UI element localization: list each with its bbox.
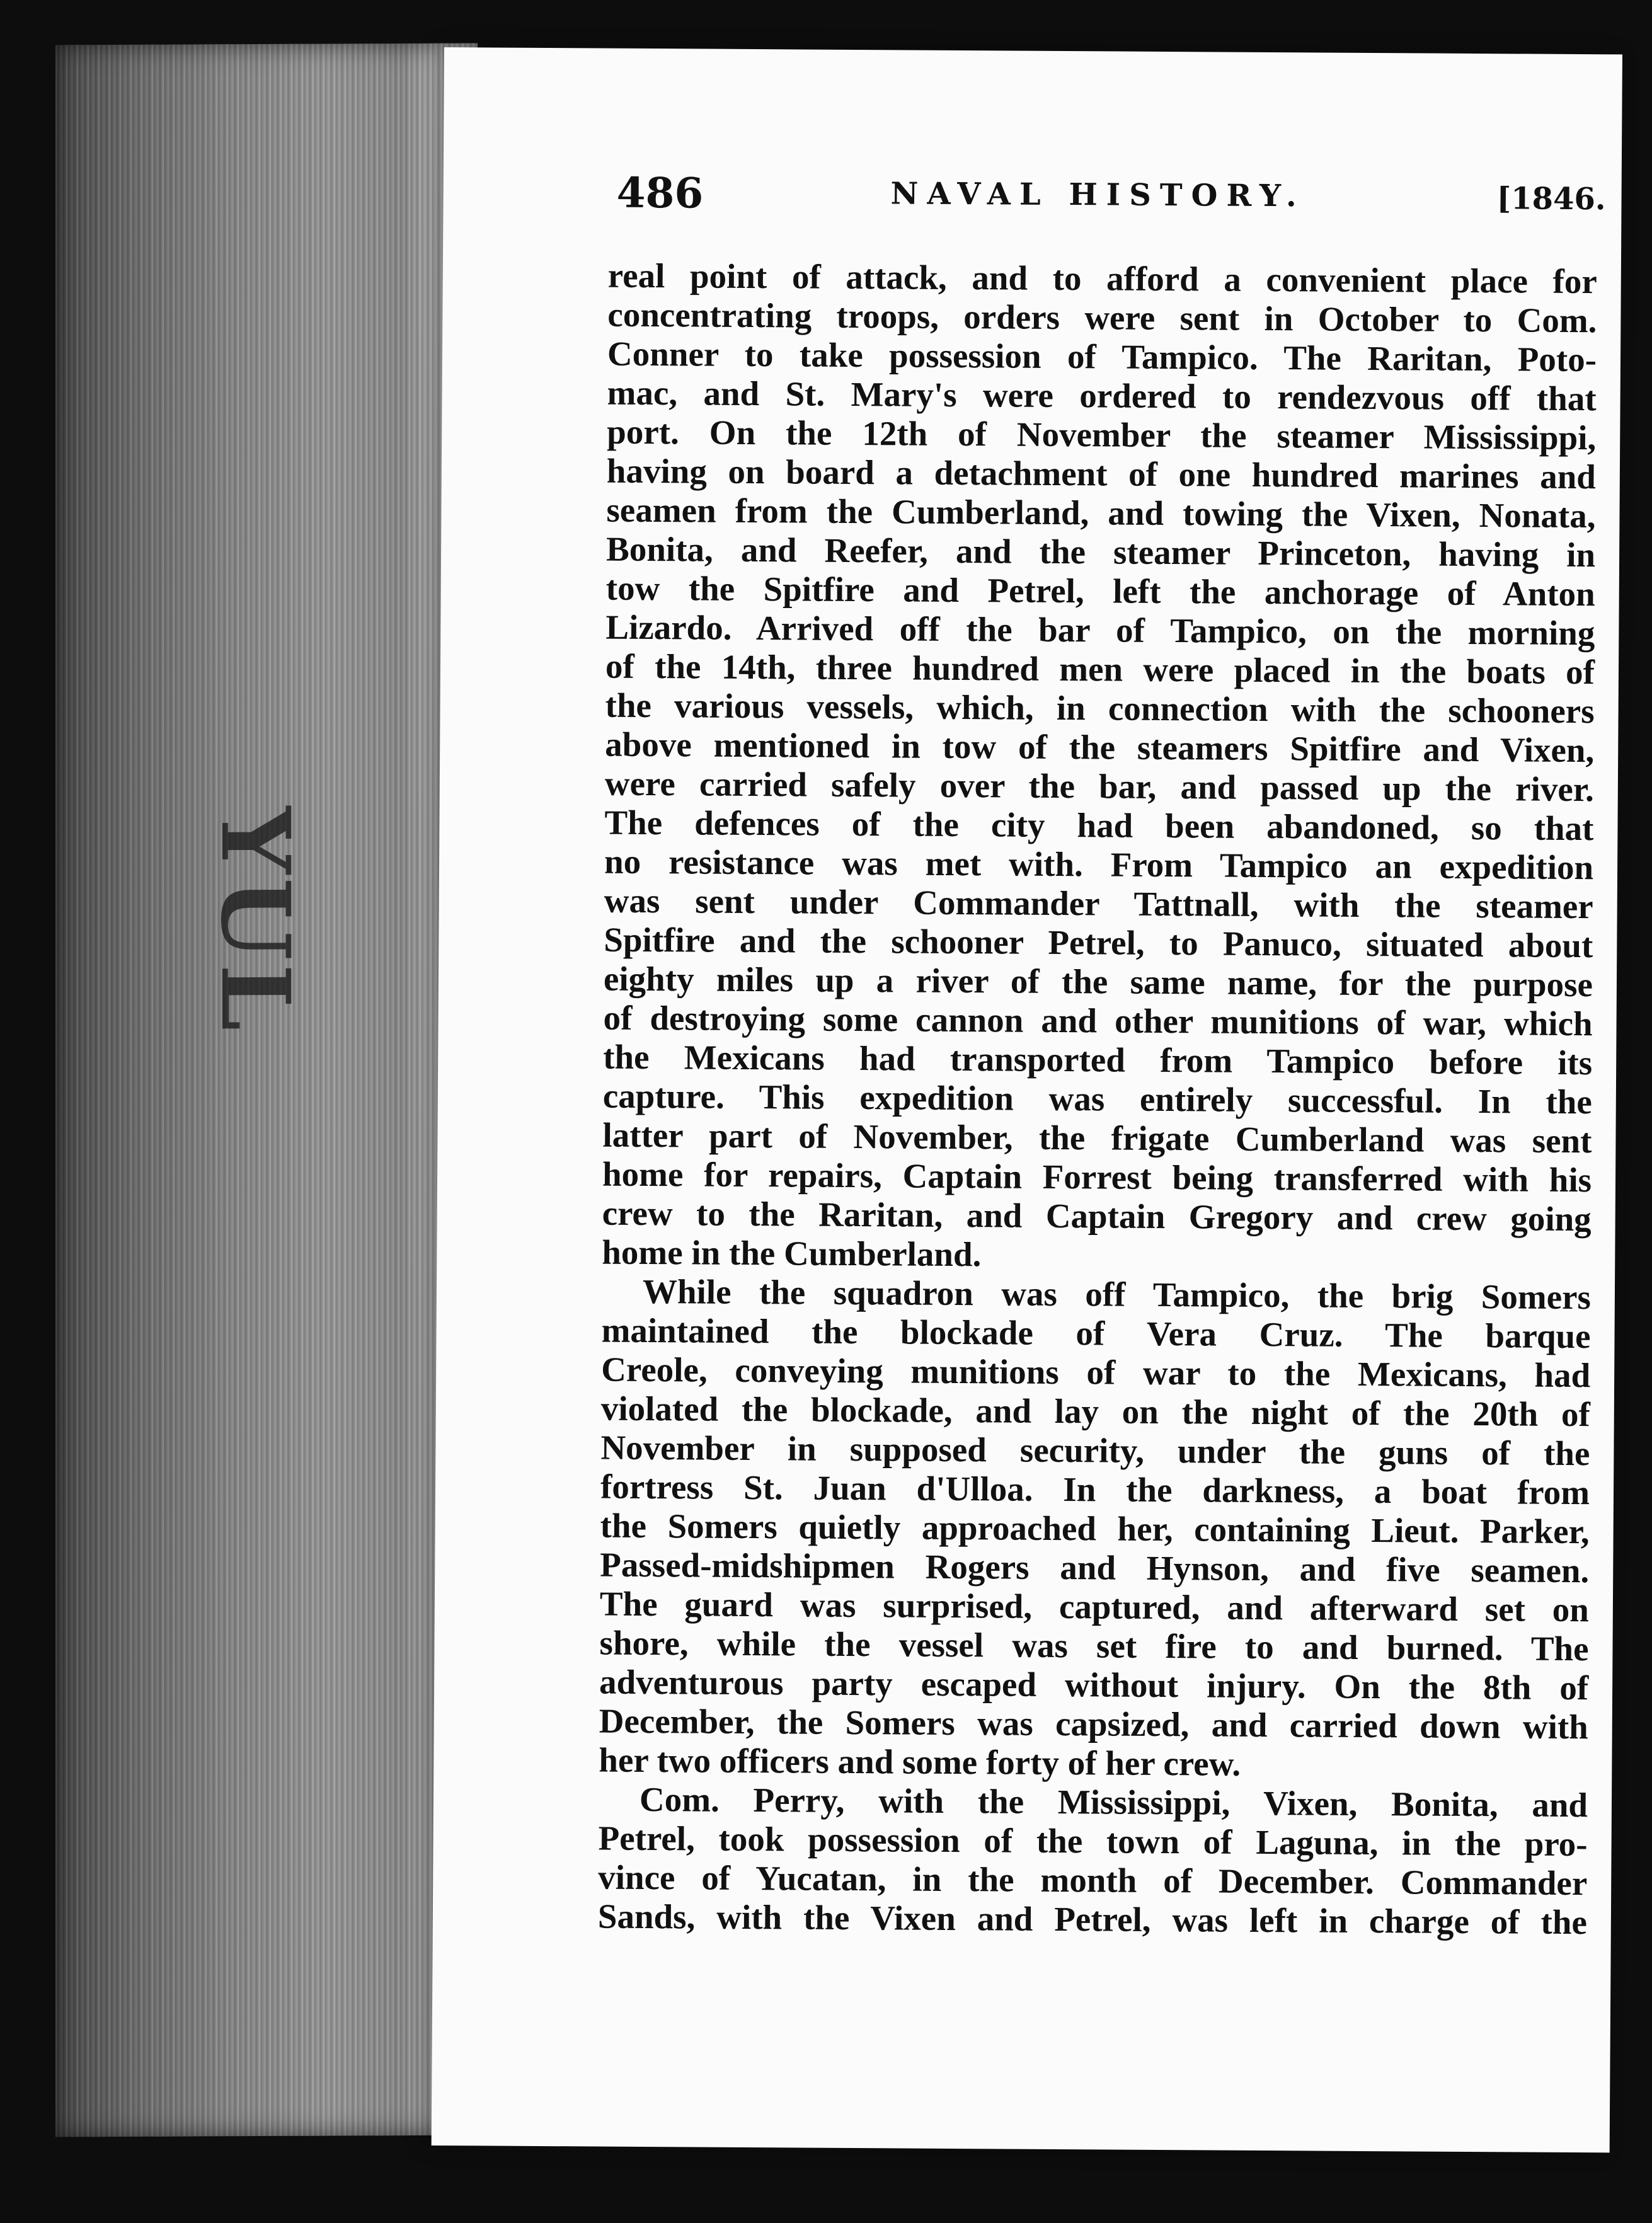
text-line: above mentioned in tow of the steamers Spitfire and Vixen,	[605, 725, 1595, 770]
text-line: were carried safely over the bar, and passed up the river.	[604, 764, 1595, 809]
text-line: having on board a detachment of one hundred marines and	[606, 451, 1597, 497]
year-marker: [1846.	[1496, 181, 1606, 217]
text-line: mac, and St. Mary's were ordered to rendezvous off that	[607, 373, 1597, 418]
text-line: seamen from the Cumberland, and towing the Vixen, Nonata,	[606, 490, 1596, 536]
text-line: Lizardo. Arrived off the bar of Tampico, on the morning	[605, 607, 1595, 653]
text-line: Creole, conveying munitions of war to the Mexicans, had	[601, 1350, 1591, 1395]
text-line: Spitfire and the schooner Petrel, to Panuco, situated about	[604, 920, 1593, 965]
text-line: violated the blockade, and lay on the night of the 20th of	[600, 1389, 1590, 1434]
text-line: latter part of November, the frigate Cumberland was sent	[602, 1115, 1592, 1161]
text-line: The defences of the city had been abandoned, so that	[604, 803, 1594, 848]
text-line: of destroying some cannon and other munitions of war, which	[603, 998, 1593, 1043]
text-line: eighty miles up a river of the same name, for the purpose	[603, 959, 1593, 1004]
paragraph-3	[598, 1780, 1588, 1943]
text-line: capture. This expedition was entirely successful. In the	[602, 1076, 1592, 1122]
paragraph-1	[602, 256, 1597, 1278]
text-line: December, the Somers was capsized, and carried down with	[599, 1701, 1588, 1747]
text-line: Conner to take possession of Tampico. The Raritan, Poto-	[607, 334, 1597, 379]
text-line: Passed-midshipmen Rogers and Hynson, and five seamen.	[600, 1545, 1590, 1590]
text-line: shore, while the vessel was set fire to and burned. The	[599, 1623, 1589, 1669]
text-line: the various vessels, which, in connection with the schooners	[605, 686, 1595, 731]
text-line: tow the Spitfire and Petrel, left the anchorage of Anton	[605, 568, 1595, 614]
text-line: was sent under Commander Tattnall, with the steamer	[604, 881, 1593, 926]
text-line: The guard was surprised, captured, and afterward set on	[599, 1584, 1590, 1629]
book-page	[432, 47, 1622, 2152]
text-line: the Somers quietly approached her, containing Lieut. Parker,	[600, 1506, 1590, 1551]
text-line: no resistance was met with. From Tampico an expedition	[604, 842, 1594, 887]
text-line: her two officers and some forty of her crew.	[599, 1740, 1241, 1783]
text-line: of the 14th, three hundred men were placed in the boats of	[605, 646, 1595, 692]
text-line: Bonita, and Reefer, and the steamer Princeton, having in	[605, 529, 1596, 575]
text-line: port. On the 12th of November the steamer Mississippi,	[607, 412, 1597, 457]
text-line: the Mexicans had transported from Tampico before its	[603, 1037, 1593, 1083]
text-line: While the squadron was off Tampico, the brig Somers	[642, 1272, 1592, 1317]
book-page-edges	[55, 43, 478, 2137]
text-line: concentrating troops, orders were sent in October to Com.	[607, 295, 1597, 340]
running-head	[616, 168, 1606, 231]
text-line: Com. Perry, with the Mississippi, Vixen, Bonita, and	[639, 1779, 1588, 1825]
text-line: home in the Cumberland.	[602, 1232, 982, 1274]
text-line: crew to the Raritan, and Captain Gregory and crew going	[602, 1193, 1592, 1239]
text-line: adventurous party escaped without injury. On the 8th of	[599, 1662, 1589, 1708]
text-line: Petrel, took possession of the town of Laguna, in the pro-	[598, 1818, 1588, 1864]
text-line: fortress St. Juan d'Ulloa. In the darkness, a boat from	[600, 1467, 1590, 1512]
paragraph-2	[599, 1272, 1591, 1786]
edge-stamp-text: YUL	[200, 806, 311, 1035]
running-title: NAVAL HISTORY.	[890, 176, 1305, 214]
page-number: 486	[616, 168, 704, 218]
text-line: home for repairs, Captain Forrest being transferred with his	[602, 1154, 1592, 1200]
text-line: Sands, with the Vixen and Petrel, was left in charge of the	[597, 1897, 1588, 1942]
text-line: November in supposed security, under the guns of the	[600, 1428, 1590, 1473]
text-line: vince of Yucatan, in the month of December. Commander	[598, 1858, 1588, 1903]
text-line: maintained the blockade of Vera Cruz. The barque	[601, 1311, 1591, 1356]
body-text	[598, 256, 1597, 1943]
text-line: real point of attack, and to afford a convenient place for	[607, 256, 1597, 301]
